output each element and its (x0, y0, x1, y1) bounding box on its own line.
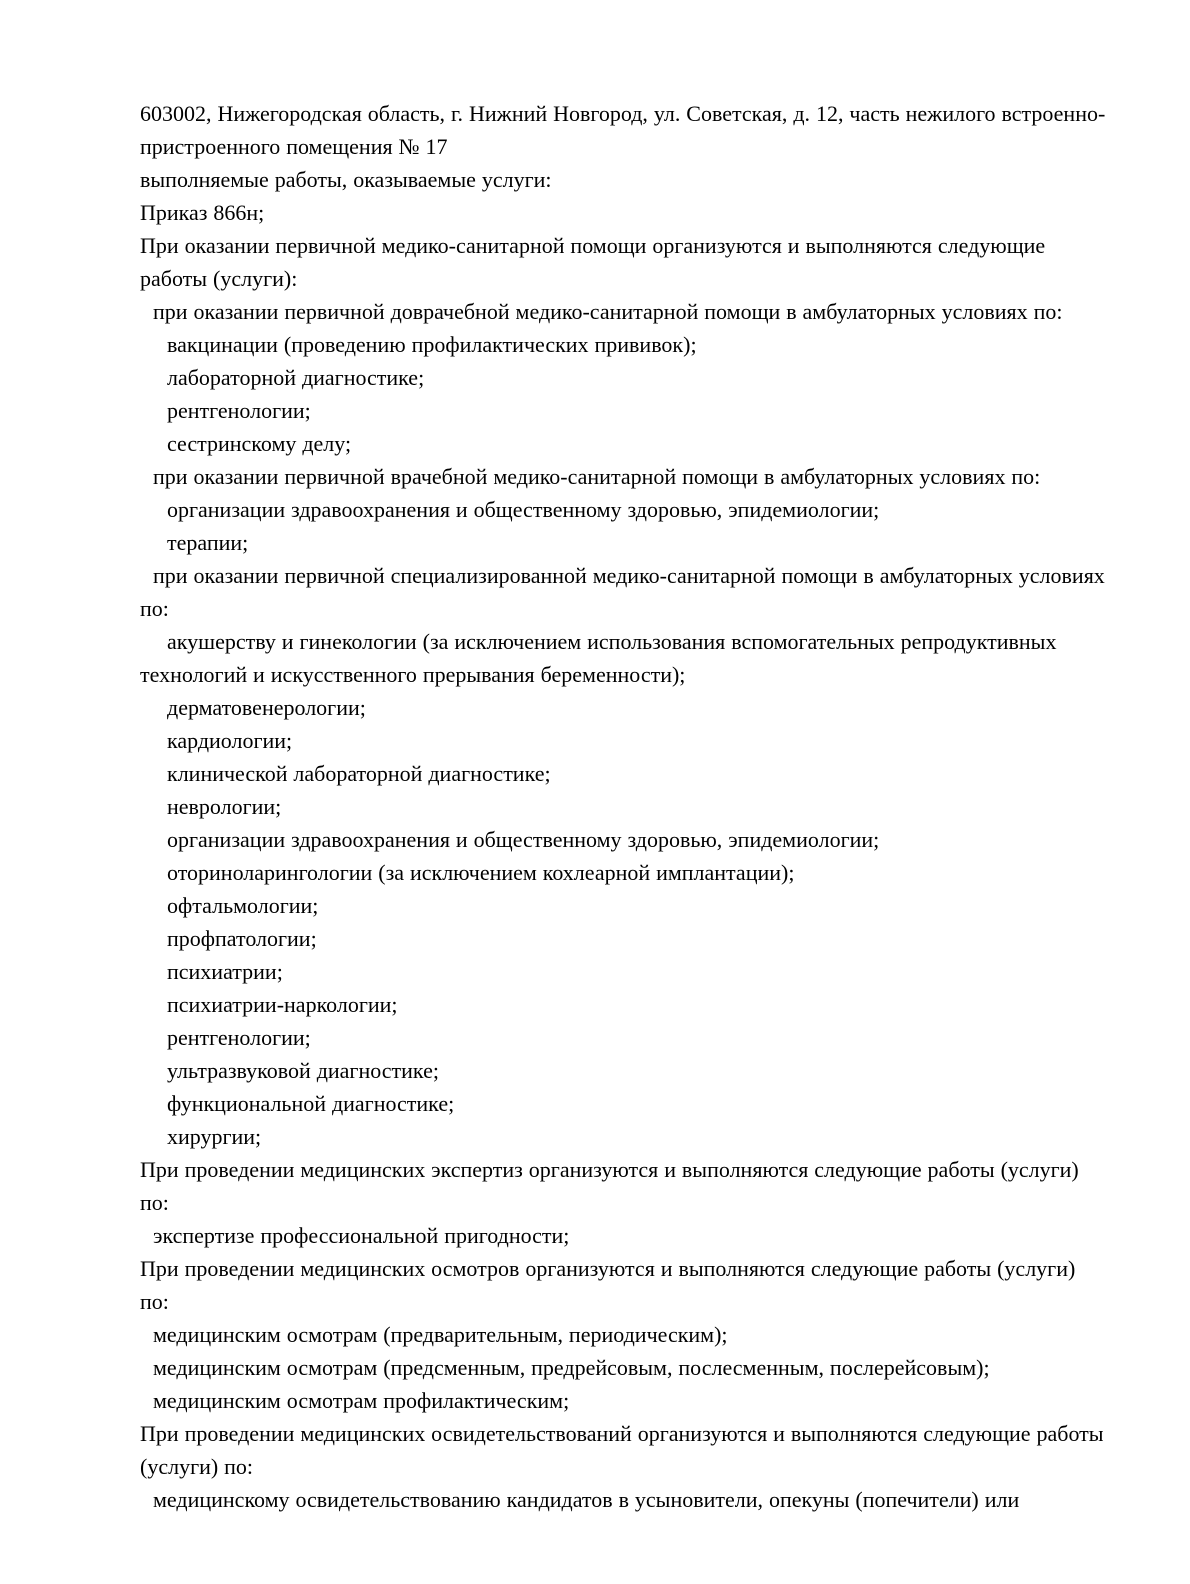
paragraph: психиатрии-наркологии; (167, 992, 398, 1017)
paragraph: ультразвуковой диагностике; (167, 1058, 439, 1083)
paragraph: психиатрии; (167, 959, 283, 984)
paragraph: организации здравоохранения и общественному здоровью, эпидемиологии; (167, 827, 880, 852)
paragraph: медицинским осмотрам (предсменным, предрейсовым, послесменным, послерейсовым); (153, 1355, 990, 1380)
paragraph: При проведении медицинских экспертиз организуются и выполняются следующие работы (услуги) по: (140, 1157, 1079, 1215)
paragraph: При проведении медицинских освидетельствований организуются и выполняются следующие работы (услуги) по: (140, 1421, 1104, 1479)
paragraph: вакцинации (проведению профилактических прививок); (167, 332, 697, 357)
paragraph: медицинским осмотрам профилактическим; (153, 1388, 570, 1413)
paragraph: при оказании первичной доврачебной медико-санитарной помощи в амбулаторных условиях по: (153, 299, 1063, 324)
paragraph: хирургии; (167, 1124, 262, 1149)
paragraph: лабораторной диагностике; (167, 365, 425, 390)
paragraph: организации здравоохранения и общественному здоровью, эпидемиологии; (167, 497, 880, 522)
paragraph: выполняемые работы, оказываемые услуги: (140, 167, 552, 192)
paragraph: офтальмологии; (167, 893, 319, 918)
paragraph: Приказ 866н; (140, 200, 265, 225)
document-text-block (140, 97, 1108, 1516)
paragraph: 603002, Нижегородская область, г. Нижний Новгород, ул. Советская, д. 12, часть нежилого встроенно-пристроенного помещения № 17 (140, 101, 1106, 159)
paragraph: клинической лабораторной диагностике; (167, 761, 551, 786)
paragraph: рентгенологии; (167, 1025, 311, 1050)
paragraph: акушерству и гинекологии (за исключением использования вспомогательных репродуктивных технологий и искусственного прерывания беременности); (140, 629, 1057, 687)
paragraph: при оказании первичной врачебной медико-санитарной помощи в амбулаторных условиях по: (153, 464, 1041, 489)
paragraph: при оказании первичной специализированной медико-санитарной помощи в амбулаторных условиях по: (140, 563, 1105, 621)
paragraph: профпатологии; (167, 926, 317, 951)
paragraph: При оказании первичной медико-санитарной помощи организуются и выполняются следующие работы (услуги): (140, 233, 1046, 291)
paragraph: экспертизе профессиональной пригодности; (153, 1223, 570, 1248)
paragraph: медицинским осмотрам (предварительным, периодическим); (153, 1322, 728, 1347)
paragraph: неврологии; (167, 794, 282, 819)
paragraph: медицинскому освидетельствованию кандидатов в усыновители, опекуны (попечители) или (153, 1487, 1020, 1512)
paragraph: терапии; (167, 530, 249, 555)
paragraph: дерматовенерологии; (167, 695, 366, 720)
paragraph: сестринскому делу; (167, 431, 352, 456)
paragraph: оториноларингологии (за исключением кохлеарной имплантации); (167, 860, 795, 885)
paragraph: При проведении медицинских осмотров организуются и выполняются следующие работы (услуги) по: (140, 1256, 1076, 1314)
paragraph: рентгенологии; (167, 398, 311, 423)
paragraph: функциональной диагностике; (167, 1091, 455, 1116)
paragraph: кардиологии; (167, 728, 293, 753)
